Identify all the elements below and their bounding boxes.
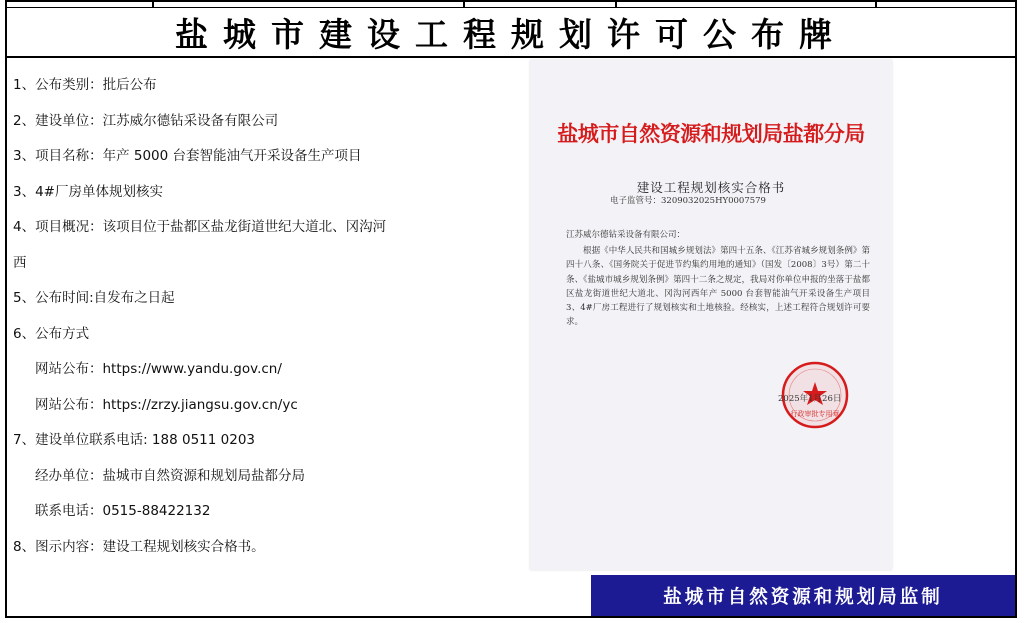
footer-banner <box>591 575 1015 616</box>
certificate-image <box>530 60 892 570</box>
footer-text: 盐城市自然资源和规划局监制 <box>663 586 943 608</box>
list-item: 3、4#厂房单体规划核实 <box>13 183 163 200</box>
list-item: 网站公布：https://www.yandu.gov.cn/ <box>35 361 282 377</box>
title-bar <box>7 8 1015 58</box>
certificate-issuer: 盐城市自然资源和规划局盐都分局 <box>557 121 865 146</box>
list-item: 经办单位：盐城市自然资源和规划局盐都分局 <box>35 467 305 484</box>
list-item: 6、公布方式 <box>13 325 90 342</box>
top-strip <box>5 0 1017 8</box>
list-item: 7、建设单位联系电话: 188 0511 0203 <box>13 432 255 448</box>
certificate-serial: 电子监管号：3209032025HY0007579 <box>610 196 766 206</box>
certificate-title: 建设工程规划核实合格书 <box>636 180 786 195</box>
board-title: 盐城市建设工程规划许可公布牌 <box>175 14 847 54</box>
list-item: 联系电话：0515-88422132 <box>35 503 211 519</box>
list-item: 网站公布：https://zrzy.jiangsu.gov.cn/yc <box>35 396 298 413</box>
list-item: 西 <box>13 254 27 271</box>
list-item: 8、图示内容：建设工程规划核实合格书。 <box>13 538 265 555</box>
list-item: 1、公布类别：批后公布 <box>13 77 157 93</box>
certificate-addressee: 江苏威尔德钻采设备有限公司： <box>566 230 686 240</box>
list-item: 5、公布时间:自发布之日起 <box>13 290 175 306</box>
list-item: 4、项目概况：该项目位于盐都区盐龙街道世纪大道北、冈沟河 <box>13 219 387 235</box>
list-item: 3、项目名称：年产 5000 台套智能油气开采设备生产项目 <box>13 148 362 164</box>
certificate-date: 2025年1月26日 <box>778 394 842 404</box>
list-item: 2、建设单位：江苏威尔德钻采设备有限公司 <box>13 112 279 129</box>
seal-label: 行政审批专用章 <box>790 410 840 418</box>
certificate-body: 根据《中华人民共和国城乡规划法》第四十五条、《江苏省城乡规划条例》第四十八条、《国务院关于促进节约集约用地的通知》（国发〔2008〕3号）第二十条、《盐城市城乡规划条例》第四十二条之规定，我局对你单位申报的坐落于盐都区盐龙街道世纪大道北、冈沟河西年产 5000 台套智能油气开采设备生产项目 3、4#厂房工程进行了规划核实和土地核验。经核实，上述工程符合规划许可要求。 <box>566 246 870 328</box>
info-list <box>13 68 513 565</box>
